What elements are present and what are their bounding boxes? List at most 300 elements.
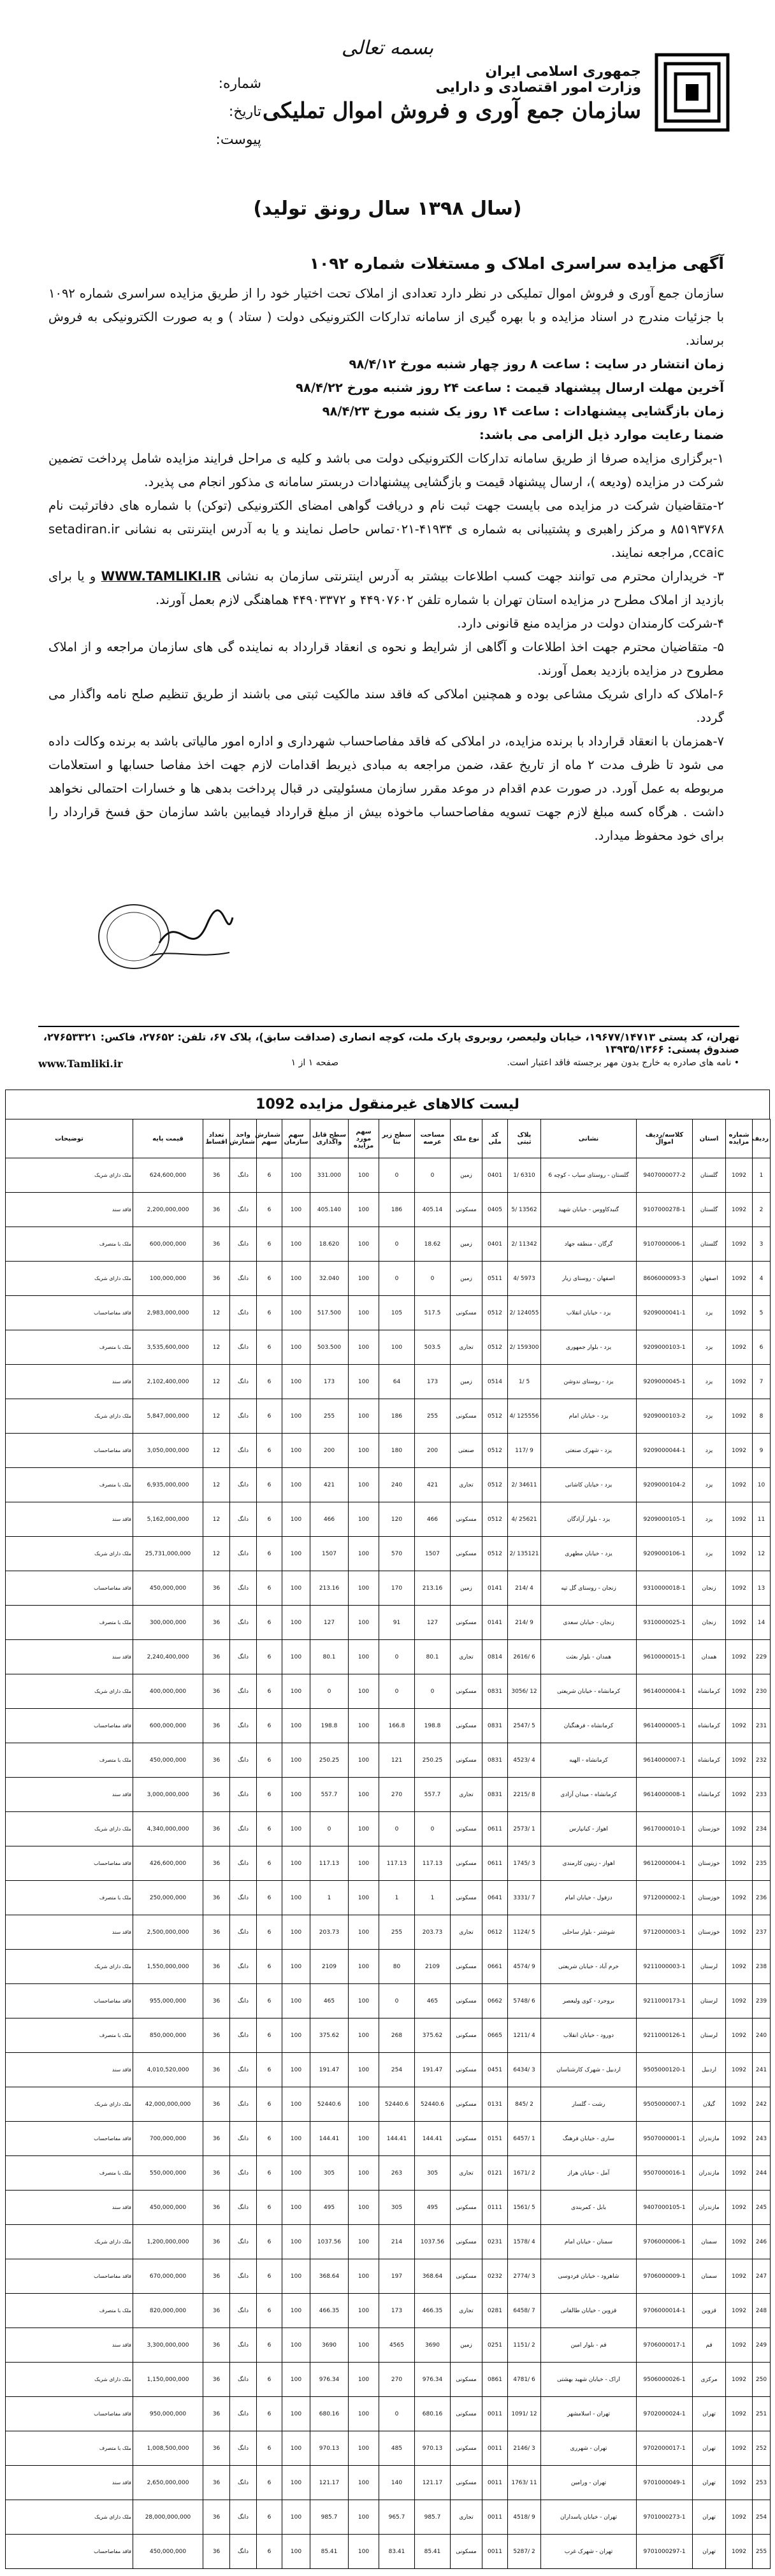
table-cell: 6 [257,2018,282,2053]
table-cell: 36 [203,2018,230,2053]
table-cell: 9706000014-1 [637,2294,693,2328]
table-cell: 6 [257,2328,282,2363]
table-cell: 1092 [726,1296,753,1330]
table-cell: 1,550,000,000 [133,1950,203,1984]
table-cell: 214 [379,2225,415,2259]
table-cell: دانگ [230,1571,257,1606]
table-cell: 6 [257,2431,282,2466]
table-cell: تجاری [451,1915,482,1950]
table-cell: 0511 [482,1262,508,1296]
table-cell: 0405 [482,1193,508,1227]
table-cell: 368.64 [415,2259,451,2294]
table-cell: 1 [310,1881,349,1915]
table-cell: مسکونی [451,2225,482,2259]
table-cell: 242 [753,2087,771,2122]
table-cell: 12 /3056 [508,1674,541,1709]
table-cell: 36 [203,1743,230,1778]
table-cell: 4565 [379,2328,415,2363]
table-row [6,2363,771,2397]
table-cell: 1092 [726,1778,753,1812]
table-cell: خوزستان [693,1915,726,1950]
table-cell: فاقد سند [6,2466,133,2500]
table-cell: 9 /4574 [508,1950,541,1984]
table-cell: کرمانشاه [693,1778,726,1812]
table-cell: 36 [203,1262,230,1296]
table-cell: 6 [257,2053,282,2087]
table-cell: 240 [379,1468,415,1502]
table-cell: 4 /4523 [508,1743,541,1778]
table-cell: 91 [379,1606,415,1640]
table-cell: 200 [310,1434,349,1468]
table-cell: 117.13 [415,1846,451,1881]
table-cell: زنجان - خیابان سعدی [541,1606,637,1640]
year-motto: (سال ۱۳۹۸ سال رونق تولید) [253,198,522,220]
table-cell: 985.7 [310,2500,349,2535]
basmala: بسمه تعالی [341,37,434,59]
table-cell: 64 [379,1365,415,1399]
table-cell: 6 /5748 [508,1984,541,2018]
table-cell: 1092 [726,2535,753,2569]
table-cell: 36 [203,2156,230,2191]
column-header: توضیحات [6,1119,133,1158]
table-cell: 1092 [726,1537,753,1571]
table-body [6,1158,771,2569]
table-cell: 11 /1763 [508,2466,541,2500]
table-cell: فاقد مفاصاحساب [6,2259,133,2294]
table-cell: 100 [349,1468,379,1502]
table-cell: 3,000,000,000 [133,1778,203,1812]
table-cell: زمین [451,2328,482,2363]
table-cell: 9507000001-1 [637,2122,693,2156]
table-cell: 6 [257,2156,282,2191]
table-cell: 1092 [726,2018,753,2053]
org-country: جمهوری اسلامی ایران [485,64,641,80]
table-cell: 9107000006-1 [637,1227,693,1262]
table-cell: یزد [693,1365,726,1399]
table-row [6,1227,771,1262]
table-row [6,1778,771,1812]
table-cell: مازندران [693,2156,726,2191]
table-cell: 8606000093-3 [637,1262,693,1296]
table-cell: گلستان [693,1227,726,1262]
table-row [6,1158,771,1193]
table-cell: قم - بلوار امین [541,2328,637,2363]
table-cell: 1092 [726,1640,753,1674]
table-cell: مسکونی [451,2535,482,2569]
table-cell: دانگ [230,2053,257,2087]
footer-website[interactable]: www.Tamliki.ir [38,1058,123,1070]
table-cell: 466 [415,1502,451,1537]
table-row [6,1502,771,1537]
table-cell: 965.7 [379,2500,415,2535]
table-cell: زنجان [693,1571,726,1606]
table-cell: دانگ [230,1950,257,1984]
table-cell: 0512 [482,1537,508,1571]
table-cell: 0512 [482,1330,508,1365]
table-cell: 5973 /4 [508,1262,541,1296]
table-cell: 6 [257,1606,282,1640]
table-cell: 180 [379,1434,415,1468]
table-cell: 124055 /2 [508,1296,541,1330]
table-cell: 100 [349,2500,379,2535]
table-cell: مسکونی [451,1674,482,1709]
note-item-text: ۳- خریداران محترم می توانند جهت کسب اطلاعات بیشتر به آدرس اینترنتی سازمان به نشانی [226,569,724,584]
table-cell: اردبیل - شهرک کارشناسان [541,2053,637,2087]
table-cell: 9612000004-1 [637,1846,693,1881]
table-cell: 159300 /2 [508,1330,541,1365]
table-cell: 9614000008-1 [637,1778,693,1812]
table-cell: 550,000,000 [133,2156,203,2191]
table-cell: 100 [349,1434,379,1468]
table-cell: 12 [203,1365,230,1399]
table-cell: 173 [415,1365,451,1399]
table-cell: 485 [379,2431,415,2466]
table-cell: اهواز - کیانپارس [541,1812,637,1846]
table-cell: 3690 [310,2328,349,2363]
table-cell: اهواز - زیتون کارمندی [541,1846,637,1881]
table-cell: دانگ [230,2018,257,2053]
table-cell: 36 [203,1812,230,1846]
table-cell: 7 /6458 [508,2294,541,2328]
table-cell: 12 [203,1330,230,1365]
table-cell: 270 [379,2363,415,2397]
table-cell: 0 [379,1984,415,2018]
table-cell: 0 [415,1158,451,1193]
table-cell: 28,000,000,000 [133,2500,203,2535]
table-cell: 1 [415,1881,451,1915]
table-cell: تجاری [451,1778,482,1812]
table-cell: 36 [203,1227,230,1262]
table-cell: تهران [693,2466,726,2500]
table-row [6,1709,771,1743]
table-cell: 1092 [726,1158,753,1193]
table-cell: 0 [379,1640,415,1674]
table-cell: 13 [753,1571,771,1606]
table-cell: 9701000273-1 [637,2500,693,2535]
table-cell: 85.41 [415,2535,451,2569]
table-cell: 238 [753,1950,771,1984]
table-cell: زنجان [693,1606,726,1640]
table-cell: 100 [282,2018,310,2053]
table-cell: مسکونی [451,2466,482,2500]
table-cell: 5 /1 [508,1365,541,1399]
table-cell: 100 [282,2122,310,2156]
table-cell: 0281 [482,2294,508,2328]
table-cell: مسکونی [451,1812,482,1846]
table-cell: 7 /3331 [508,1881,541,1915]
table-cell: 36 [203,2328,230,2363]
table-cell: 100 [282,1296,310,1330]
table-cell: مسکونی [451,1846,482,1881]
column-header: سطح زیر بنا [379,1119,415,1158]
table-cell: 5 /1561 [508,2191,541,2225]
table-cell: 517.500 [310,1296,349,1330]
table-cell: 36 [203,2431,230,2466]
table-cell: 186 [379,1193,415,1227]
table-cell: مسکونی [451,1606,482,1640]
table-cell: 970.13 [415,2431,451,2466]
table-cell: زمین [451,1227,482,1262]
table-row [6,1193,771,1227]
table-cell: 100 [282,1846,310,1881]
table-cell: 600,000,000 [133,1709,203,1743]
table-cell: 25,731,000,000 [133,1537,203,1571]
table-cell: 305 [415,2156,451,2191]
table-cell: 300,000,000 [133,1606,203,1640]
table-cell: 1092 [726,1674,753,1709]
table-cell: گیلان [693,2087,726,2122]
table-row [6,2156,771,2191]
table-cell: ملک دارای شریک [6,2225,133,2259]
table-cell: 100 [349,1846,379,1881]
table-cell: 144.41 [310,2122,349,2156]
letter-body [48,252,724,847]
table-cell: کرمانشاه - الهیه [541,1743,637,1778]
table-cell: 600,000,000 [133,1227,203,1262]
table-cell: 100 [282,1158,310,1193]
table-cell: 6 [257,1778,282,1812]
table-cell: خوزستان [693,1881,726,1915]
table-cell: 9209000103-2 [637,1399,693,1434]
website-link[interactable]: WWW.TAMLIKI.IR [101,569,221,584]
table-cell: 100 [349,1674,379,1709]
table-cell: خوزستان [693,1846,726,1881]
table-row [6,2397,771,2431]
table-cell: گلستان - روستای سیاب - کوچه 6 [541,1158,637,1193]
table-cell: 11 [753,1502,771,1537]
table-cell: فاقد مفاصاحساب [6,1296,133,1330]
table-cell: 100 [282,1881,310,1915]
table-cell: 9505000007-1 [637,2087,693,2122]
table-cell: فاقد مفاصاحساب [6,2535,133,2569]
table-cell: 405.140 [310,1193,349,1227]
table-cell: 100 [349,1227,379,1262]
table-cell: ملک با متصرف [6,2294,133,2328]
table-cell: 100 [282,1915,310,1950]
column-header: سهم مورد مزایده [349,1119,379,1158]
table-cell: 1092 [726,1846,753,1881]
table-cell: 970.13 [310,2431,349,2466]
table-cell: 6 [257,1812,282,1846]
table-cell: 976.34 [415,2363,451,2397]
table-cell: 9701000297-1 [637,2535,693,2569]
table-cell: 100 [282,1778,310,1812]
table-cell: 3,300,000,000 [133,2328,203,2363]
table-cell: 820,000,000 [133,2294,203,2328]
table-cell: 1507 [415,1537,451,1571]
table-cell: 14 [753,1606,771,1640]
table-cell: 2,650,000,000 [133,2466,203,2500]
table-cell: دانگ [230,1365,257,1399]
table-cell: دانگ [230,2156,257,2191]
table-cell: اردبیل [693,2053,726,2087]
table-cell: 170 [379,1571,415,1606]
table-cell: گلستان [693,1193,726,1227]
table-cell: 100 [282,1227,310,1262]
table-cell: دانگ [230,1296,257,1330]
table-cell: 231 [753,1709,771,1743]
table-cell: 2 [753,1193,771,1227]
table-row [6,1537,771,1571]
table-cell: 2,983,000,000 [133,1296,203,1330]
table-cell: 0611 [482,1812,508,1846]
table-cell: 0011 [482,2500,508,2535]
table-cell: 9209000105-1 [637,1502,693,1537]
table-cell: 9211000126-1 [637,2018,693,2053]
table-cell: 254 [753,2500,771,2535]
table-cell: 213.16 [415,1571,451,1606]
table-cell: زنجان - روستای گل تپه [541,1571,637,1606]
table-cell: 42,000,000,000 [133,2087,203,2122]
table-cell: رشت - گلسار [541,2087,637,2122]
opening-date: زمان بازگشایی پیشنهادات : ساعت ۱۴ روز یک شنبه مورخ ۹۸/۴/۲۳ [322,404,724,419]
table-cell: 1 /6457 [508,2122,541,2156]
sheet-title: لیست کالاهای غیرمنقول مزایده 1092 [5,1090,770,1119]
table-cell: 254 [379,2053,415,2087]
table-cell: 100 [282,2294,310,2328]
table-cell: ملک دارای شریک [6,1812,133,1846]
table-cell: 6 [257,1399,282,1434]
table-cell: 100 [349,2122,379,2156]
table-row [6,2087,771,2122]
table-cell: 36 [203,1950,230,1984]
table-cell: تجاری [451,2294,482,2328]
table-cell: 503.500 [310,1330,349,1365]
table-cell: 5 /1124 [508,1915,541,1950]
table-cell: یزد - خیابان کاشانی [541,1468,637,1502]
table-cell: 6310 /1 [508,1158,541,1193]
table-cell: 9706000009-1 [637,2259,693,2294]
table-cell: ملک دارای شریک [6,1399,133,1434]
table-cell: 100 [282,2500,310,2535]
table-cell: تجاری [451,2500,482,2535]
table-cell: 100 [349,1984,379,2018]
table-cell: تجاری [451,1640,482,1674]
table-cell: 198.8 [310,1709,349,1743]
table-cell: 1092 [726,2259,753,2294]
table-cell: 11342 /2 [508,1227,541,1262]
column-header: پلاک ثبتی [508,1119,541,1158]
table-cell: مازندران [693,2191,726,2225]
table-cell: 9610000015-1 [637,1640,693,1674]
table-cell: 503.5 [415,1330,451,1365]
table-cell: 0512 [482,1434,508,1468]
table-cell: مسکونی [451,1399,482,1434]
table-cell: 252 [753,2431,771,2466]
table-cell: 465 [310,1984,349,2018]
table-cell: مسکونی [451,2259,482,2294]
table-cell: 144.41 [379,2122,415,2156]
table-cell: 680.16 [310,2397,349,2431]
table-cell: یزد - خیابان مطهری [541,1537,637,1571]
note-item [48,565,724,612]
table-cell: 32.040 [310,1262,349,1296]
table-cell: ملک با متصرف [6,1227,133,1262]
table-cell: تجاری [451,2156,482,2191]
intro-paragraph: سازمان جمع آوری و فروش اموال تملیکی در نظر دارد تعدادی از املاک تحت اختیار خود را از طریق مزایده سراسری شماره ۱۰۹۲ با جزئیات مندرج در اسناد مزایده و با بهره گیری از سامانه تدارکات الکترونیکی دولت ( ستاد ) و به صورت الکترونیکی به فروش برساند. [48,286,724,348]
table-cell: مسکونی [451,2431,482,2466]
table-cell: یزد - بلوار آزادگان [541,1502,637,1537]
table-cell: 2,500,000,000 [133,1915,203,1950]
table-cell: 1 /2573 [508,1812,541,1846]
table-cell: 1037.56 [310,2225,349,2259]
table-cell: 244 [753,2156,771,2191]
table-cell: 1092 [726,2087,753,2122]
table-cell: 197 [379,2259,415,2294]
table-cell: 0151 [482,2122,508,2156]
table-cell: تهران - اسلامشهر [541,2397,637,2431]
table-cell: 36 [203,2087,230,2122]
table-cell: 100 [349,2363,379,2397]
table-cell: فاقد سند [6,2191,133,2225]
table-cell: 250.25 [310,1743,349,1778]
table-cell: 4,010,520,000 [133,2053,203,2087]
table-cell: 0401 [482,1158,508,1193]
column-header: قیمت پایه [133,1119,203,1158]
table-cell: 36 [203,1778,230,1812]
table-cell: 0 [310,1674,349,1709]
table-cell: 0831 [482,1778,508,1812]
table-cell: 9706000017-1 [637,2328,693,2363]
table-cell: قزوین [693,2294,726,2328]
table-cell: 0121 [482,2156,508,2191]
table-cell: 36 [203,2500,230,2535]
table-cell: 6 [257,1434,282,1468]
table-cell: 191.47 [415,2053,451,2087]
table-cell: 0251 [482,2328,508,2363]
table-cell: 2,200,000,000 [133,1193,203,1227]
table-cell: 100 [349,1743,379,1778]
table-cell: 6 [257,1330,282,1365]
table-cell: 9407000077-2 [637,1158,693,1193]
table-cell: 1092 [726,1468,753,1502]
table-cell: فاقد مفاصاحساب [6,1434,133,1468]
table-row [6,1984,771,2018]
table-cell: 0612 [482,1915,508,1950]
table-cell: 1092 [726,1950,753,1984]
table-cell: 52440.6 [415,2087,451,2122]
table-cell: گنبدکاووس - خیابان شهید [541,1193,637,1227]
table-row [6,2259,771,2294]
table-cell: دانگ [230,1915,257,1950]
table-cell: 9702000024-1 [637,2397,693,2431]
table-cell: ملک با متصرف [6,1743,133,1778]
table-cell: 6 [257,2191,282,2225]
table-cell: 36 [203,2397,230,2431]
table-cell: دانگ [230,1881,257,1915]
table-cell: لرستان [693,1950,726,1984]
table-cell: 253 [753,2466,771,2500]
table-cell: 25621 /4 [508,1502,541,1537]
table-cell: 100 [349,2225,379,2259]
table-row [6,2500,771,2535]
table-cell: 12 [203,1434,230,1468]
table-cell: 5 /2547 [508,1709,541,1743]
table-cell: گرگان - منطقه جهاد [541,1227,637,1262]
table-cell: 247 [753,2259,771,2294]
table-cell: دانگ [230,1537,257,1571]
table-row [6,1262,771,1296]
table-cell: 0231 [482,2225,508,2259]
table-row [6,1846,771,1881]
table-cell: 200 [415,1434,451,1468]
table-cell: 9 [753,1434,771,1468]
organization-heading [263,64,641,124]
table-cell: مسکونی [451,1984,482,2018]
column-header: شمارش سهم [257,1119,282,1158]
table-cell: مازندران [693,2122,726,2156]
table-cell: 1,200,000,000 [133,2225,203,2259]
